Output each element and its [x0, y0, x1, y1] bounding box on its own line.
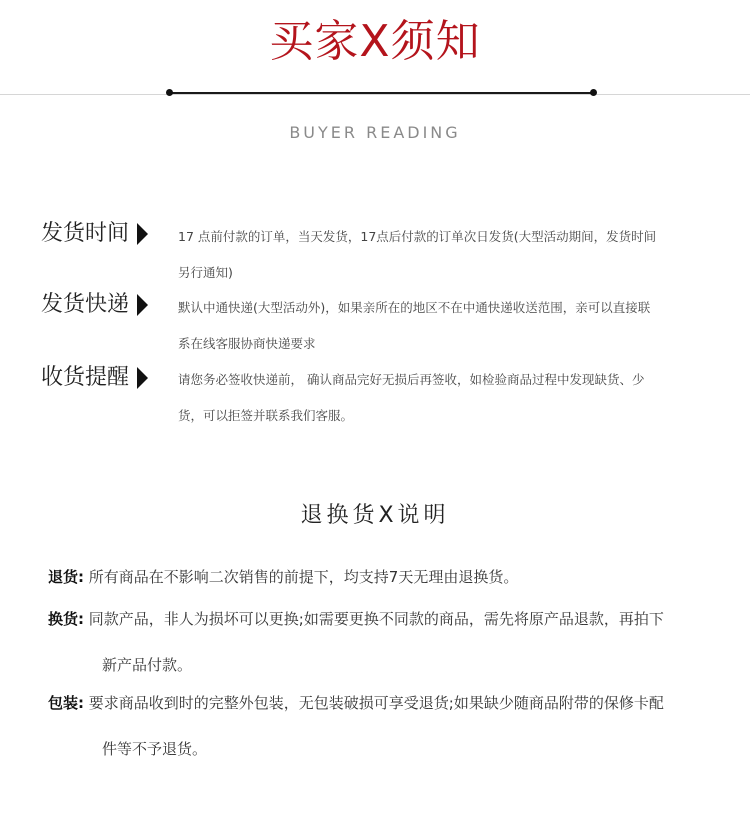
notice-text: 默认中通快递(大型活动外)，如果亲所在的地区不在中通快递收送范围，亲可以直接联: [178, 300, 651, 315]
page-subtitle: BUYER READING: [289, 123, 461, 142]
notice-label: 收货提醒: [41, 365, 130, 390]
triangle-arrow-icon: [137, 294, 148, 316]
policy-label: 换货:: [48, 610, 84, 628]
policy-text-continued: 件等不予退货。: [102, 740, 208, 758]
divider: [0, 94, 750, 95]
accent-line: [170, 92, 594, 94]
line-dot-left: [166, 89, 173, 96]
notice-text: 17 点前付款的订单，当天发货，17点后付款的订单次日发货(大型活动期间，发货时间: [178, 229, 657, 244]
policy-text: 要求商品收到时的完整外包装，无包装破损可享受退货;如果缺少随商品附带的保修卡配: [88, 694, 664, 712]
notice-text: 请您务必签收快递前， 确认商品完好无损后再签收，如检验商品过程中发现缺货、少: [178, 372, 645, 387]
returns-section-title: 退换货X说明: [300, 503, 450, 528]
notice-heading-shipping-time: [41, 220, 148, 248]
notice-label: 发货快递: [41, 292, 130, 317]
triangle-arrow-icon: [137, 367, 148, 389]
notice-heading-receipt: [41, 364, 148, 392]
triangle-arrow-icon: [137, 223, 148, 245]
notice-heading-courier: [41, 291, 148, 319]
notice-label: 发货时间: [41, 221, 130, 246]
policy-text-continued: 新产品付款。: [102, 656, 193, 674]
line-dot-right: [590, 89, 597, 96]
notice-body-shipping-time: [178, 219, 718, 291]
page-title: 买家X须知: [269, 16, 481, 67]
policy-text: 所有商品在不影响二次销售的前提下，均支持7天无理由退换货。: [88, 568, 519, 586]
policy-label: 退货:: [48, 568, 84, 586]
policy-exchange: [48, 596, 728, 688]
policy-label: 包装:: [48, 694, 84, 712]
policy-returns: [48, 554, 728, 600]
notice-body-receipt: [178, 362, 718, 434]
notice-text: 系在线客服协商快递要求: [178, 336, 316, 351]
policy-packaging: [48, 680, 728, 772]
policy-text: 同款产品，非人为损坏可以更换;如需要更换不同款的商品，需先将原产品退款，再拍下: [88, 610, 664, 628]
notice-text: 另行通知): [178, 265, 233, 280]
notice-text: 货，可以拒签并联系我们客服。: [178, 408, 354, 423]
notice-body-courier: [178, 290, 718, 362]
